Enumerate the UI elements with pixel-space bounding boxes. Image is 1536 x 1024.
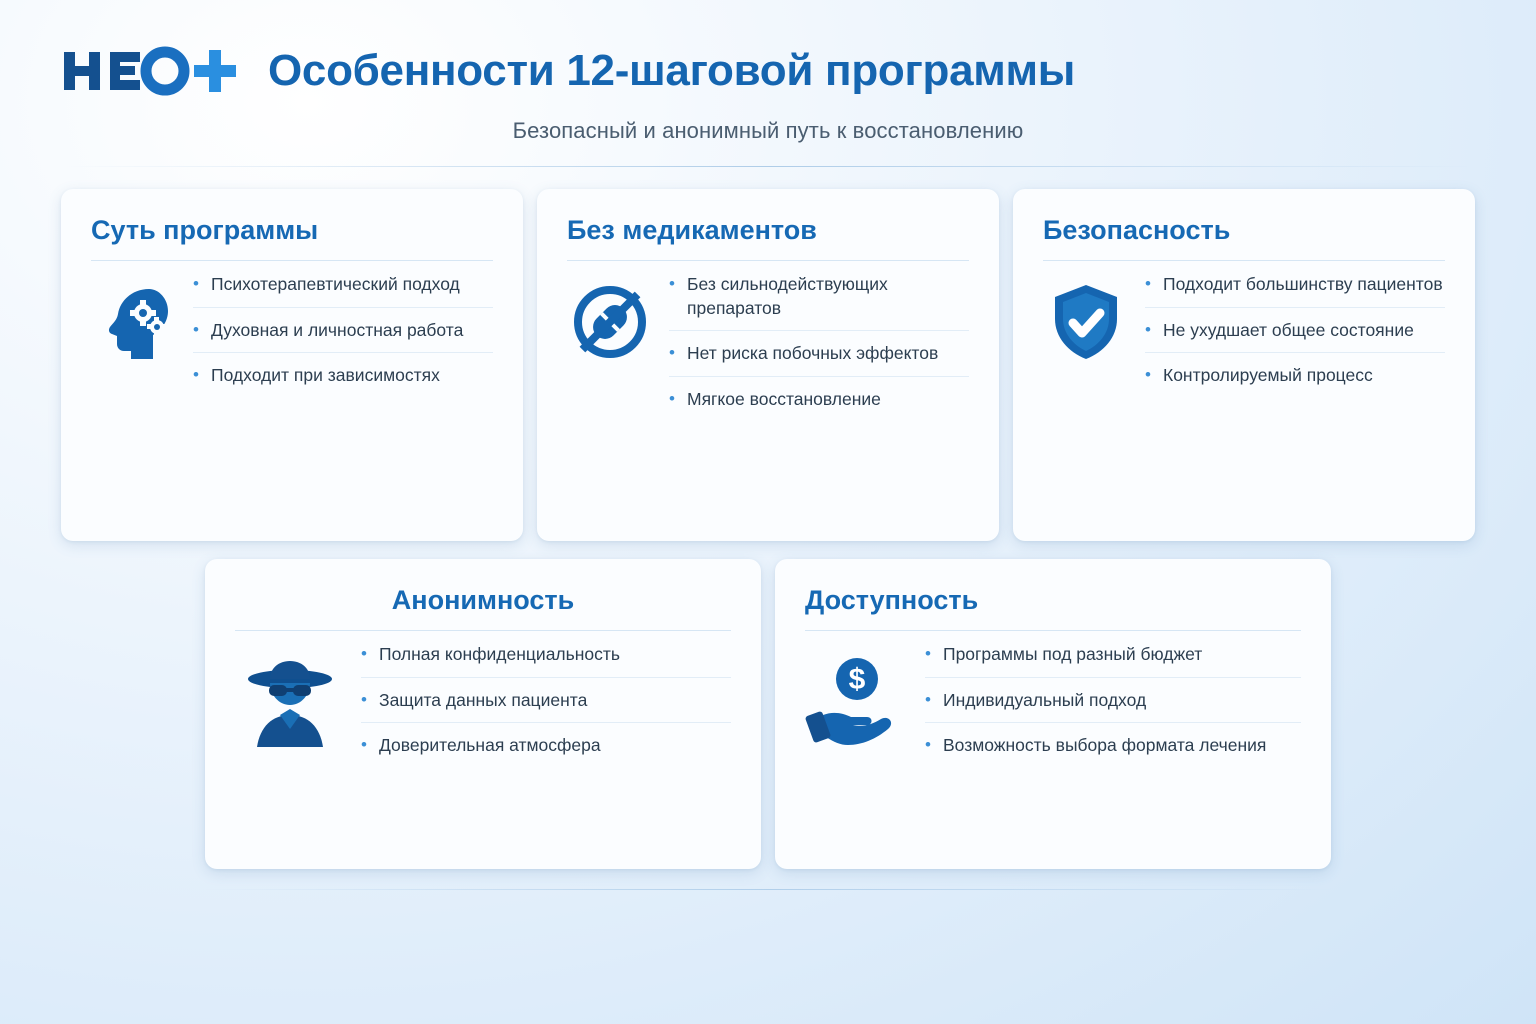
list-item: • Не ухудшает общее состояние [1145,319,1445,354]
card-title: Безопасность [1043,215,1231,245]
card-body [91,273,493,388]
list-item: • Программы под разный бюджет [925,643,1301,678]
card-title: Анонимность [391,585,575,615]
footer-divider [203,889,1333,890]
card-body [567,273,969,412]
list-item: • Психотерапевтический подход [193,273,493,308]
card-title-divider [235,630,731,631]
card-sut-programmy [61,189,523,541]
card-body [1043,273,1445,388]
card-bezopasnost [1013,189,1475,541]
list-item: • Защита данных пациента [361,689,731,724]
card-bullet-list [193,273,493,388]
cards-row-bottom [0,559,1536,869]
page-subtitle: Безопасный и анонимный путь к восстановлению [512,118,1024,143]
no-pills-icon [567,273,653,365]
card-title: Доступность [805,585,979,615]
list-item: • Контролируемый процесс [1145,364,1445,388]
anonymous-person-icon [235,643,345,759]
card-bez-medikamentov [537,189,999,541]
card-bullet-list [669,273,969,412]
shield-check-icon [1043,273,1129,365]
list-item: • Индивидуальный подход [925,689,1301,724]
svg-text:$: $ [848,663,866,696]
card-dostupnost [775,559,1331,869]
card-title-divider [91,260,493,261]
list-item: • Подходит при зависимостях [193,364,493,388]
list-item: • Подходит большинству пациентов [1145,273,1445,308]
card-title: Без медикаментов [567,215,817,245]
card-body [805,643,1301,758]
list-item: • Нет риска побочных эффектов [669,342,969,377]
page-header [0,0,1536,98]
list-item: • Доверительная атмосфера [361,734,731,758]
card-body [235,643,731,759]
card-bullet-list [1145,273,1445,388]
cards-row-top [0,189,1536,541]
header-divider [62,166,1474,167]
head-gears-icon [91,273,177,365]
brand-logo [62,44,242,98]
list-item: • Без сильнодействующих препаратов [669,273,969,331]
list-item: • Мягкое восстановление [669,388,969,412]
card-bullet-list [925,643,1301,758]
card-title-divider [805,630,1301,631]
card-bullet-list [361,643,731,758]
list-item: • Духовная и личностная работа [193,319,493,354]
card-title: Суть программы [91,215,319,245]
card-title-divider [567,260,969,261]
card-anonimnost [205,559,761,869]
page-title: Особенности 12-шаговой программы [268,46,1076,95]
card-title-divider [1043,260,1445,261]
hand-coin-icon [805,643,909,753]
list-item: • Полная конфиденциальность [361,643,731,678]
list-item: • Возможность выбора формата лечения [925,734,1301,758]
